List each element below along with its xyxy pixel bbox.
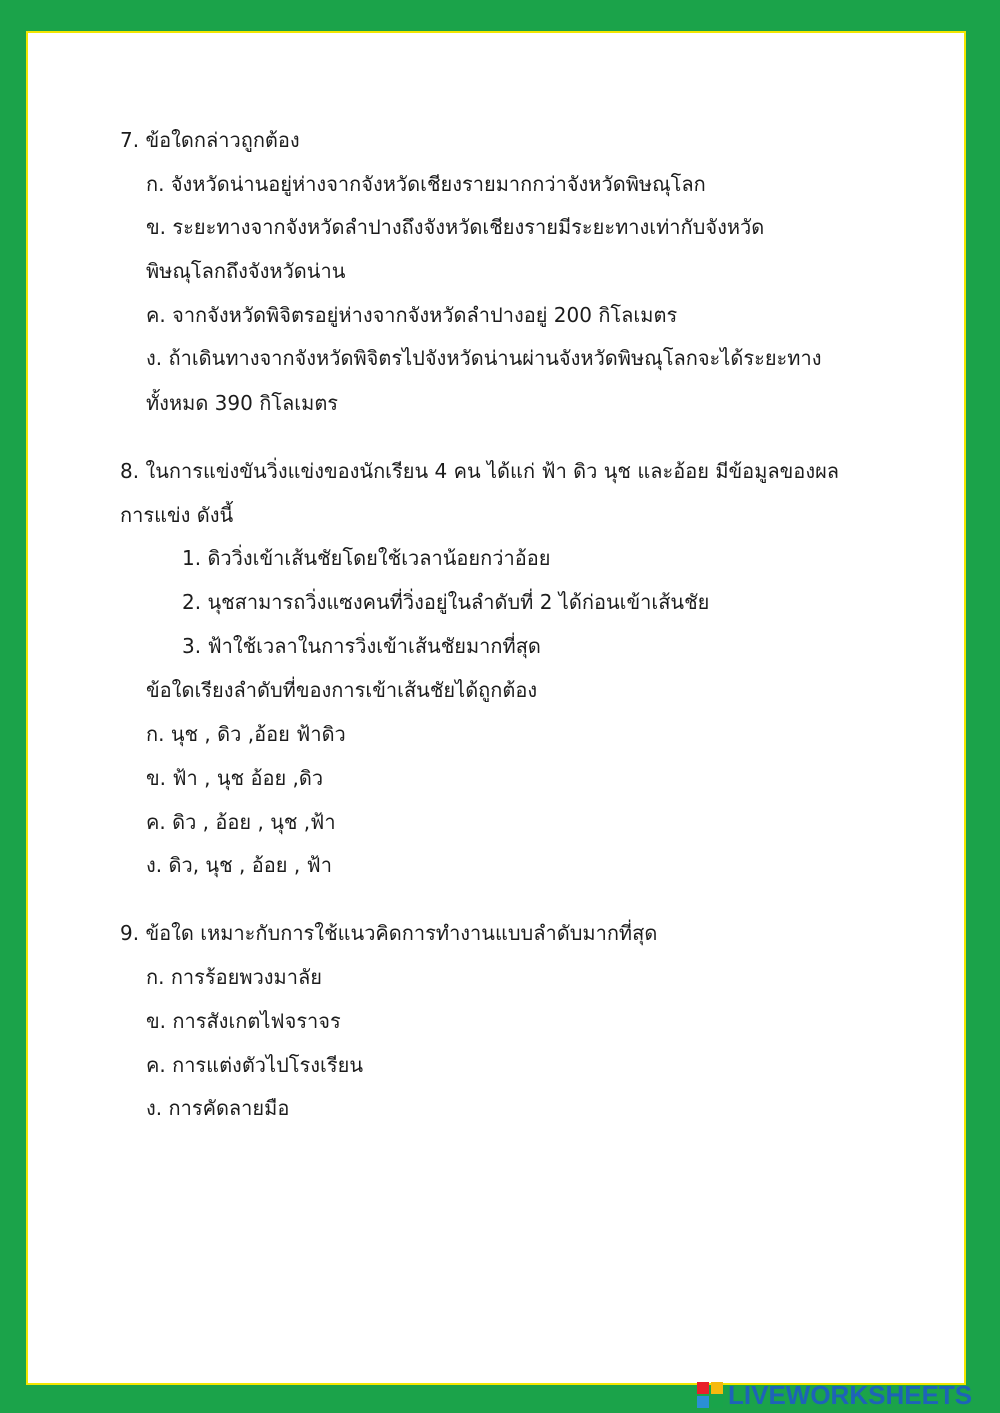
liveworksheets-brand[interactable] bbox=[697, 1381, 972, 1409]
q8-fact-1: 1. ดิววิ่งเข้าเส้นชัยโดยใช้เวลาน้อยกว่าอ้อย bbox=[182, 546, 551, 570]
liveworksheets-logo-icon bbox=[697, 1382, 725, 1408]
q8-fact-2: 2. นุชสามารถวิ่งแซงคนที่วิ่งอยู่ในลำดับที่ 2 ได้ก่อนเข้าเส้นชัย bbox=[182, 590, 710, 614]
q7-option-d: ง. ถ้าเดินทางจากจังหวัดพิจิตรไปจังหวัดน่านผ่านจังหวัดพิษณุโลกจะได้ระยะทาง bbox=[146, 346, 822, 370]
q9-option-c: ค. การแต่งตัวไปโรงเรียน bbox=[146, 1053, 364, 1077]
q8-title-line2: การแข่ง ดังนี้ bbox=[120, 503, 234, 527]
q7-title: 7. ข้อใดกล่าวถูกต้อง bbox=[120, 128, 300, 152]
q8-question: ข้อใดเรียงลำดับที่ของการเข้าเส้นชัยได้ถูกต้อง bbox=[146, 678, 538, 702]
q9-option-a: ก. การร้อยพวงมาลัย bbox=[146, 965, 322, 989]
q7-option-a: ก. จังหวัดน่านอยู่ห่างจากจังหวัดเชียงรายมากกว่าจังหวัดพิษณุโลก bbox=[146, 172, 706, 196]
q7-option-b-cont: พิษณุโลกถึงจังหวัดน่าน bbox=[146, 259, 346, 283]
q8-option-b: ข. ฟ้า , นุช อ้อย ,ดิว bbox=[146, 766, 324, 790]
q9-option-d: ง. การคัดลายมือ bbox=[146, 1096, 290, 1120]
q9-option-b: ข. การสังเกตไฟจราจร bbox=[146, 1009, 341, 1033]
q8-fact-3: 3. ฟ้าใช้เวลาในการวิ่งเข้าเส้นชัยมากที่สุด bbox=[182, 634, 541, 658]
q9-title: 9. ข้อใด เหมาะกับการใช้แนวคิดการทำงานแบบลำดับมากที่สุด bbox=[120, 921, 658, 945]
q8-title-line1: 8. ในการแข่งขันวิ่งแข่งของนักเรียน 4 คน ได้แก่ ฟ้า ดิว นุช และอ้อย มีข้อมูลของผล bbox=[120, 459, 840, 483]
q8-option-c: ค. ดิว , อ้อย , นุช ,ฟ้า bbox=[146, 810, 336, 834]
q7-option-c: ค. จากจังหวัดพิจิตรอยู่ห่างจากจังหวัดลำปางอยู่ 200 กิโลเมตร bbox=[146, 303, 678, 327]
q8-option-a: ก. นุช , ดิว ,อ้อย ฟ้าดิว bbox=[146, 722, 346, 746]
q8-option-d: ง. ดิว, นุช , อ้อย , ฟ้า bbox=[146, 853, 332, 877]
q7-option-d-cont: ทั้งหมด 390 กิโลเมตร bbox=[146, 391, 339, 415]
brand-text: LIVEWORKSHEETS bbox=[728, 1380, 973, 1410]
q7-option-b: ข. ระยะทางจากจังหวัดลำปางถึงจังหวัดเชียงรายมีระยะทางเท่ากับจังหวัด bbox=[146, 215, 765, 239]
